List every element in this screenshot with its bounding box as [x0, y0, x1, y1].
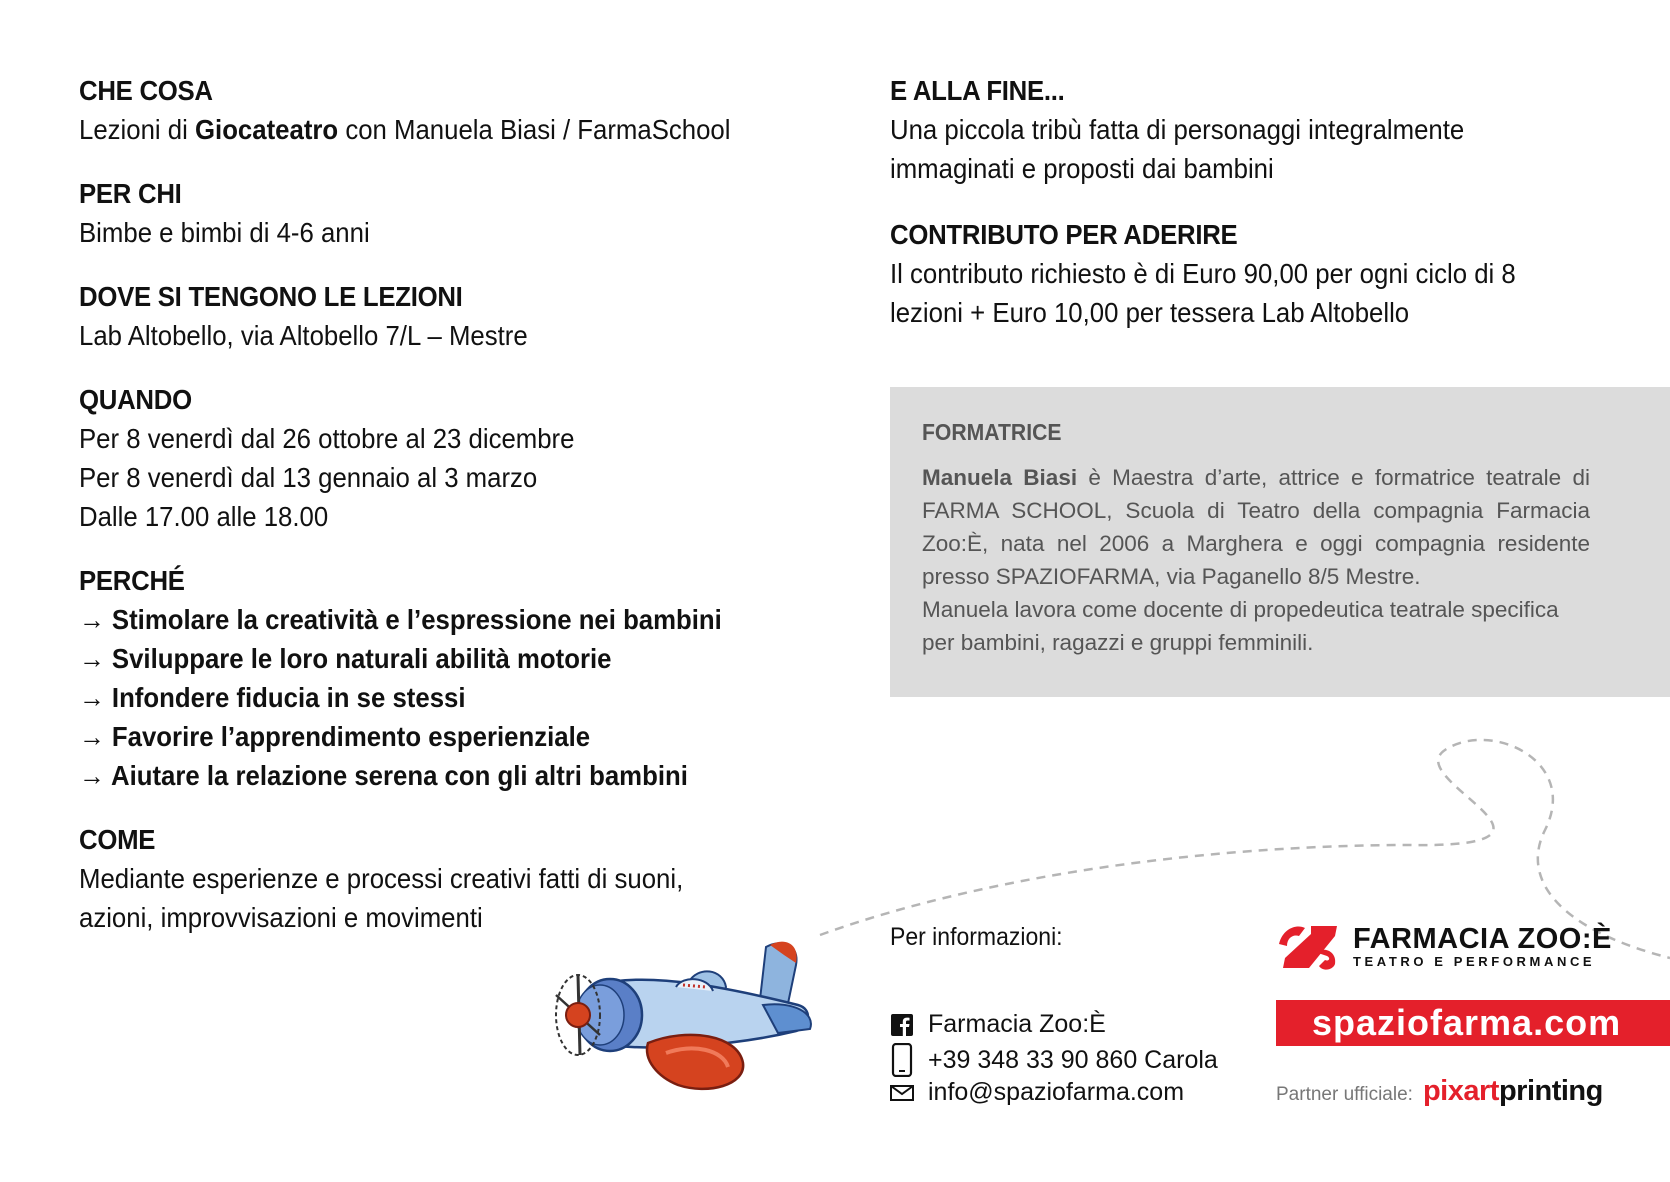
formatrice-bio: Manuela Biasi è Maestra d’arte, attrice e formatrice teatrale di FARMA SCHOOL, Scuola di Teatro della compagnia Farmacia Zoo:È, nata nel 2006 a Marghera e oggi compagnia residente presso SPAZIOFARMA, via Paganello 8/5 Mestre.	[922, 465, 1590, 589]
formatrice-box	[890, 387, 1670, 697]
per-chi-text: Bimbe e bimbi di 4-6 anni	[79, 217, 370, 248]
logo-text	[1353, 924, 1612, 970]
formatrice-name: Manuela Biasi	[922, 465, 1078, 490]
perche-bullet: → Infondere fiducia in se stessi	[79, 682, 466, 713]
quando-line: Per 8 venerdì dal 13 gennaio al 3 marzo	[79, 462, 538, 493]
perche-bullet: → Favorire l’apprendimento esperienziale	[79, 721, 591, 752]
quando-line: Per 8 venerdì dal 26 ottobre al 23 dicembre	[79, 423, 575, 454]
heading-dove: DOVE SI TENGONO LE LEZIONI	[79, 281, 463, 312]
formatrice-heading: FORMATRICE	[922, 419, 1062, 445]
che-cosa-text: Lezioni di Giocateatro con Manuela Biasi / FarmaSchool	[79, 114, 731, 145]
logo-name: FARMACIA ZOO:È	[1353, 923, 1612, 955]
contact-facebook-text: Farmacia Zoo:È	[928, 1010, 1106, 1038]
partner-logo-part2: printing	[1498, 1075, 1603, 1107]
come-line: Mediante esperienze e processi creativi fatti di suoni,	[79, 863, 684, 894]
website-banner[interactable]: spaziofarma.com	[1276, 1000, 1670, 1046]
heading-quando: QUANDO	[79, 384, 192, 415]
logo-tagline: TEATRO E PERFORMANCE	[1353, 954, 1596, 969]
partner-logo-part1: pixart	[1422, 1075, 1499, 1107]
partner-label: Partner ufficiale:	[1276, 1084, 1413, 1105]
perche-bullet: → Aiutare la relazione serena con gli altri bambini	[79, 760, 688, 791]
heading-alla-fine: E ALLA FINE...	[890, 75, 1065, 106]
section-per-chi	[79, 175, 819, 252]
perche-bullet: → Sviluppare le loro naturali abilità motorie	[79, 643, 612, 674]
heading-che-cosa: CHE COSA	[79, 75, 213, 106]
quando-line: Dalle 17.00 alle 18.00	[79, 501, 329, 532]
facebook-icon	[890, 1014, 914, 1036]
info-block	[890, 923, 1078, 952]
formatrice-content	[922, 417, 1590, 659]
alla-fine-line: Una piccola tribù fatta di personaggi integralmente	[890, 114, 1465, 145]
section-perche	[79, 562, 819, 795]
formatrice-bio-2: Manuela lavora come docente di propedeutica teatrale specifica per bambini, ragazzi e gruppi femminili.	[922, 597, 1559, 655]
section-alla-fine	[890, 72, 1630, 188]
contributo-line: lezioni + Euro 10,00 per tessera Lab Altobello	[890, 297, 1410, 328]
perche-bullet: → Stimolare la creatività e l’espressione nei bambini	[79, 604, 722, 635]
heading-per-chi: PER CHI	[79, 178, 182, 209]
heading-come: COME	[79, 824, 156, 855]
partner-block	[1276, 1075, 1603, 1108]
section-come	[79, 821, 819, 937]
farmacia-zoo-mark-icon	[1275, 922, 1341, 972]
contact-phone-text: +39 348 33 90 860 Carola	[928, 1045, 1218, 1074]
phone-icon	[890, 1043, 914, 1077]
contributo-line: Il contributo richiesto è di Euro 90,00 per ogni ciclo di 8	[890, 258, 1516, 289]
dove-text: Lab Altobello, via Altobello 7/L – Mestre	[79, 320, 528, 351]
section-quando	[79, 381, 819, 536]
come-line: azioni, improvvisazioni e movimenti	[79, 902, 483, 933]
info-title: Per informazioni:	[890, 923, 1063, 951]
alla-fine-line: immaginati e proposti dai bambini	[890, 153, 1274, 184]
right-column	[890, 72, 1630, 358]
contact-facebook[interactable]	[890, 1010, 1106, 1039]
heading-perche: PERCHÉ	[79, 565, 185, 596]
email-icon	[890, 1085, 914, 1101]
farmacia-zoo-logo	[1275, 922, 1612, 972]
left-column	[79, 72, 819, 963]
heading-contributo: CONTRIBUTO PER ADERIRE	[890, 219, 1238, 250]
section-contributo	[890, 216, 1630, 332]
contact-email[interactable]	[890, 1078, 1184, 1107]
contact-email-text: info@spaziofarma.com	[928, 1078, 1185, 1106]
contact-phone[interactable]	[890, 1043, 1218, 1077]
airplane-illustration	[548, 935, 818, 1105]
section-dove	[79, 278, 819, 355]
section-che-cosa	[79, 72, 819, 149]
